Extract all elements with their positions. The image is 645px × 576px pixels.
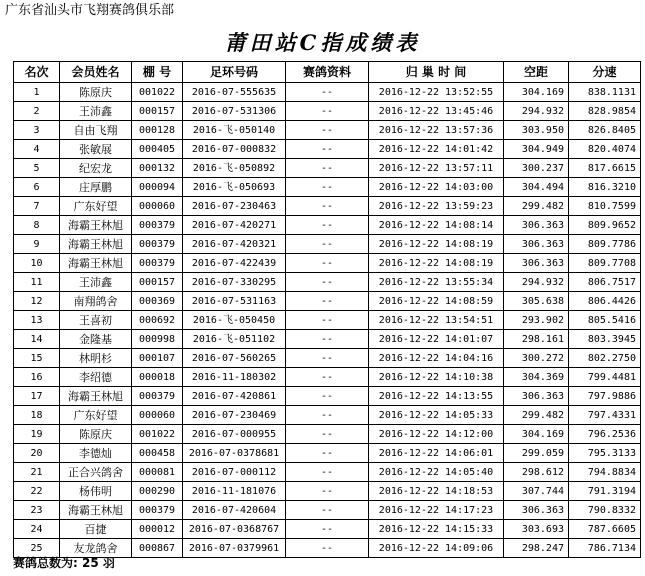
cell-loft: 000081 [132, 463, 183, 482]
cell-time: 2016-12-22 14:08:19 [369, 254, 504, 273]
table-row [14, 482, 641, 501]
table-row [14, 330, 641, 349]
cell-info: -- [286, 159, 369, 178]
cell-distance: 299.482 [504, 197, 569, 216]
table-row [14, 273, 641, 292]
cell-ring: 2016-07-230469 [183, 406, 286, 425]
cell-speed: 826.8405 [569, 121, 641, 140]
table-row [14, 444, 641, 463]
table-row [14, 178, 641, 197]
cell-time: 2016-12-22 14:12:00 [369, 425, 504, 444]
cell-rank: 23 [14, 501, 60, 520]
col-header-info: 赛鸽资料 [286, 62, 369, 83]
cell-member: 自由飞翔 [60, 121, 132, 140]
cell-rank: 17 [14, 387, 60, 406]
cell-distance: 294.932 [504, 102, 569, 121]
cell-ring: 2016-07-330295 [183, 273, 286, 292]
cell-speed: 797.4331 [569, 406, 641, 425]
cell-rank: 16 [14, 368, 60, 387]
cell-loft: 000012 [132, 520, 183, 539]
col-header-ring: 足环号码 [183, 62, 286, 83]
cell-loft: 000157 [132, 102, 183, 121]
cell-speed: 791.3194 [569, 482, 641, 501]
cell-time: 2016-12-22 13:45:46 [369, 102, 504, 121]
cell-ring: 2016-07-0378681 [183, 444, 286, 463]
cell-ring: 2016-07-531163 [183, 292, 286, 311]
cell-distance: 306.363 [504, 235, 569, 254]
cell-loft: 000290 [132, 482, 183, 501]
cell-loft: 000060 [132, 197, 183, 216]
cell-distance: 299.059 [504, 444, 569, 463]
cell-speed: 809.7786 [569, 235, 641, 254]
cell-member: 李绍德 [60, 368, 132, 387]
col-header-loft: 棚 号 [132, 62, 183, 83]
cell-member: 李德灿 [60, 444, 132, 463]
cell-speed: 809.9652 [569, 216, 641, 235]
cell-info: -- [286, 235, 369, 254]
club-name: 广东省汕头市飞翔赛鸽俱乐部 [5, 3, 175, 18]
cell-ring: 2016-11-180302 [183, 368, 286, 387]
cell-ring: 2016-07-000832 [183, 140, 286, 159]
cell-ring: 2016-07-000112 [183, 463, 286, 482]
cell-distance: 304.494 [504, 178, 569, 197]
cell-member: 海霸王林旭 [60, 387, 132, 406]
cell-member: 纪宏龙 [60, 159, 132, 178]
cell-info: -- [286, 83, 369, 102]
cell-time: 2016-12-22 14:05:40 [369, 463, 504, 482]
cell-member: 百捷 [60, 520, 132, 539]
table-row [14, 463, 641, 482]
cell-distance: 303.950 [504, 121, 569, 140]
header-row [14, 62, 641, 83]
cell-speed: 786.7134 [569, 539, 641, 558]
cell-time: 2016-12-22 14:08:14 [369, 216, 504, 235]
table-body [14, 83, 641, 558]
cell-member: 陈原庆 [60, 83, 132, 102]
cell-member: 友龙鸽舍 [60, 539, 132, 558]
table-row [14, 140, 641, 159]
cell-time: 2016-12-22 14:06:01 [369, 444, 504, 463]
cell-info: -- [286, 501, 369, 520]
cell-distance: 307.744 [504, 482, 569, 501]
cell-distance: 298.612 [504, 463, 569, 482]
cell-loft: 000128 [132, 121, 183, 140]
cell-ring: 2016-07-531306 [183, 102, 286, 121]
cell-ring: 2016-07-000955 [183, 425, 286, 444]
table-row [14, 159, 641, 178]
cell-rank: 6 [14, 178, 60, 197]
cell-distance: 298.247 [504, 539, 569, 558]
cell-member: 海霸王林旭 [60, 501, 132, 520]
table-row [14, 216, 641, 235]
cell-info: -- [286, 330, 369, 349]
cell-rank: 15 [14, 349, 60, 368]
cell-time: 2016-12-22 13:55:34 [369, 273, 504, 292]
cell-speed: 817.6615 [569, 159, 641, 178]
cell-rank: 2 [14, 102, 60, 121]
results-table [13, 61, 641, 558]
cell-distance: 303.693 [504, 520, 569, 539]
cell-rank: 12 [14, 292, 60, 311]
cell-speed: 810.7599 [569, 197, 641, 216]
cell-info: -- [286, 311, 369, 330]
cell-speed: 803.3945 [569, 330, 641, 349]
cell-distance: 300.237 [504, 159, 569, 178]
table-row [14, 368, 641, 387]
cell-info: -- [286, 463, 369, 482]
cell-rank: 21 [14, 463, 60, 482]
cell-loft: 001022 [132, 425, 183, 444]
cell-loft: 000018 [132, 368, 183, 387]
cell-time: 2016-12-22 14:18:53 [369, 482, 504, 501]
total-count: 赛鸽总数为: 25 羽 [13, 556, 115, 570]
cell-loft: 000379 [132, 387, 183, 406]
cell-speed: 802.2750 [569, 349, 641, 368]
cell-info: -- [286, 102, 369, 121]
cell-ring: 2016-飞-050693 [183, 178, 286, 197]
cell-ring: 2016-飞-050892 [183, 159, 286, 178]
cell-distance: 299.482 [504, 406, 569, 425]
cell-rank: 25 [14, 539, 60, 558]
cell-ring: 2016-07-422439 [183, 254, 286, 273]
cell-rank: 24 [14, 520, 60, 539]
cell-loft: 000379 [132, 254, 183, 273]
col-header-speed: 分速 [569, 62, 641, 83]
cell-info: -- [286, 140, 369, 159]
cell-time: 2016-12-22 14:13:55 [369, 387, 504, 406]
table-row [14, 406, 641, 425]
cell-loft: 000369 [132, 292, 183, 311]
cell-ring: 2016-07-560265 [183, 349, 286, 368]
cell-time: 2016-12-22 14:09:06 [369, 539, 504, 558]
cell-loft: 000060 [132, 406, 183, 425]
table-row [14, 311, 641, 330]
cell-rank: 13 [14, 311, 60, 330]
cell-time: 2016-12-22 14:01:07 [369, 330, 504, 349]
cell-loft: 001022 [132, 83, 183, 102]
cell-time: 2016-12-22 14:17:23 [369, 501, 504, 520]
cell-info: -- [286, 520, 369, 539]
cell-speed: 828.9854 [569, 102, 641, 121]
cell-speed: 816.3210 [569, 178, 641, 197]
cell-rank: 8 [14, 216, 60, 235]
cell-speed: 797.9886 [569, 387, 641, 406]
table-row [14, 83, 641, 102]
cell-ring: 2016-07-420271 [183, 216, 286, 235]
cell-info: -- [286, 387, 369, 406]
cell-ring: 2016-11-181076 [183, 482, 286, 501]
cell-info: -- [286, 482, 369, 501]
cell-time: 2016-12-22 14:15:33 [369, 520, 504, 539]
cell-rank: 19 [14, 425, 60, 444]
cell-member: 正合兴鸽舍 [60, 463, 132, 482]
cell-time: 2016-12-22 14:03:00 [369, 178, 504, 197]
cell-distance: 306.363 [504, 254, 569, 273]
cell-speed: 794.8834 [569, 463, 641, 482]
cell-time: 2016-12-22 13:57:36 [369, 121, 504, 140]
report-title: 莆田站C指成绩表 [224, 30, 421, 55]
cell-member: 海霸王林旭 [60, 254, 132, 273]
cell-info: -- [286, 197, 369, 216]
cell-distance: 304.369 [504, 368, 569, 387]
cell-distance: 306.363 [504, 387, 569, 406]
cell-distance: 305.638 [504, 292, 569, 311]
cell-info: -- [286, 178, 369, 197]
table-row [14, 121, 641, 140]
cell-time: 2016-12-22 13:54:51 [369, 311, 504, 330]
cell-speed: 809.7708 [569, 254, 641, 273]
cell-ring: 2016-飞-050140 [183, 121, 286, 140]
cell-speed: 806.4426 [569, 292, 641, 311]
cell-time: 2016-12-22 13:59:23 [369, 197, 504, 216]
cell-info: -- [286, 425, 369, 444]
col-header-time: 归 巢 时 间 [369, 62, 504, 83]
cell-time: 2016-12-22 14:10:38 [369, 368, 504, 387]
cell-time: 2016-12-22 14:01:42 [369, 140, 504, 159]
cell-loft: 000405 [132, 140, 183, 159]
cell-loft: 000379 [132, 501, 183, 520]
cell-loft: 000132 [132, 159, 183, 178]
cell-rank: 18 [14, 406, 60, 425]
cell-loft: 000458 [132, 444, 183, 463]
cell-member: 张敏展 [60, 140, 132, 159]
cell-rank: 10 [14, 254, 60, 273]
cell-rank: 7 [14, 197, 60, 216]
cell-distance: 298.161 [504, 330, 569, 349]
table-row [14, 349, 641, 368]
cell-ring: 2016-07-420861 [183, 387, 286, 406]
cell-rank: 5 [14, 159, 60, 178]
table-row [14, 387, 641, 406]
cell-info: -- [286, 216, 369, 235]
cell-member: 广东好望 [60, 197, 132, 216]
table-row [14, 197, 641, 216]
cell-time: 2016-12-22 13:52:55 [369, 83, 504, 102]
cell-rank: 22 [14, 482, 60, 501]
cell-distance: 304.169 [504, 425, 569, 444]
cell-speed: 795.3133 [569, 444, 641, 463]
cell-member: 陈原庆 [60, 425, 132, 444]
cell-ring: 2016-07-230463 [183, 197, 286, 216]
cell-ring: 2016-飞-050450 [183, 311, 286, 330]
cell-time: 2016-12-22 14:08:19 [369, 235, 504, 254]
cell-rank: 3 [14, 121, 60, 140]
cell-loft: 000157 [132, 273, 183, 292]
col-header-member: 会员姓名 [60, 62, 132, 83]
cell-loft: 000692 [132, 311, 183, 330]
table-row [14, 235, 641, 254]
cell-member: 广东好望 [60, 406, 132, 425]
cell-rank: 14 [14, 330, 60, 349]
cell-info: -- [286, 444, 369, 463]
cell-info: -- [286, 254, 369, 273]
cell-time: 2016-12-22 13:57:11 [369, 159, 504, 178]
cell-distance: 306.363 [504, 501, 569, 520]
cell-distance: 294.932 [504, 273, 569, 292]
cell-time: 2016-12-22 14:08:59 [369, 292, 504, 311]
cell-speed: 799.4481 [569, 368, 641, 387]
cell-info: -- [286, 406, 369, 425]
cell-rank: 9 [14, 235, 60, 254]
cell-distance: 300.272 [504, 349, 569, 368]
table-row [14, 425, 641, 444]
cell-time: 2016-12-22 14:04:16 [369, 349, 504, 368]
cell-loft: 000867 [132, 539, 183, 558]
cell-speed: 796.2536 [569, 425, 641, 444]
table-row [14, 520, 641, 539]
cell-loft: 000379 [132, 216, 183, 235]
cell-member: 王沛鑫 [60, 102, 132, 121]
cell-rank: 4 [14, 140, 60, 159]
cell-member: 杨伟明 [60, 482, 132, 501]
cell-ring: 2016-07-0368767 [183, 520, 286, 539]
cell-distance: 304.949 [504, 140, 569, 159]
cell-member: 海霸王林旭 [60, 235, 132, 254]
cell-loft: 000998 [132, 330, 183, 349]
table-row [14, 254, 641, 273]
cell-loft: 000379 [132, 235, 183, 254]
col-header-distance: 空距 [504, 62, 569, 83]
cell-distance: 306.363 [504, 216, 569, 235]
table-row [14, 292, 641, 311]
cell-distance: 304.169 [504, 83, 569, 102]
cell-info: -- [286, 539, 369, 558]
cell-ring: 2016-07-420321 [183, 235, 286, 254]
cell-member: 王沛鑫 [60, 273, 132, 292]
table-row [14, 501, 641, 520]
cell-ring: 2016-07-420604 [183, 501, 286, 520]
cell-info: -- [286, 368, 369, 387]
cell-speed: 790.8332 [569, 501, 641, 520]
cell-rank: 11 [14, 273, 60, 292]
cell-speed: 806.7517 [569, 273, 641, 292]
cell-rank: 1 [14, 83, 60, 102]
cell-member: 海霸王林旭 [60, 216, 132, 235]
cell-ring: 2016-07-555635 [183, 83, 286, 102]
cell-time: 2016-12-22 14:05:33 [369, 406, 504, 425]
cell-distance: 293.902 [504, 311, 569, 330]
cell-ring: 2016-07-0379961 [183, 539, 286, 558]
cell-ring: 2016-飞-051102 [183, 330, 286, 349]
cell-speed: 838.1131 [569, 83, 641, 102]
cell-loft: 000107 [132, 349, 183, 368]
cell-member: 庄厚鹏 [60, 178, 132, 197]
cell-speed: 805.5416 [569, 311, 641, 330]
col-header-rank: 名次 [14, 62, 60, 83]
cell-info: -- [286, 292, 369, 311]
cell-rank: 20 [14, 444, 60, 463]
cell-info: -- [286, 121, 369, 140]
cell-info: -- [286, 273, 369, 292]
table-row [14, 102, 641, 121]
cell-member: 南翔鸽舍 [60, 292, 132, 311]
cell-member: 林明杉 [60, 349, 132, 368]
cell-speed: 820.4074 [569, 140, 641, 159]
cell-member: 金隆基 [60, 330, 132, 349]
cell-info: -- [286, 349, 369, 368]
cell-speed: 787.6605 [569, 520, 641, 539]
cell-loft: 000094 [132, 178, 183, 197]
cell-member: 王喜初 [60, 311, 132, 330]
